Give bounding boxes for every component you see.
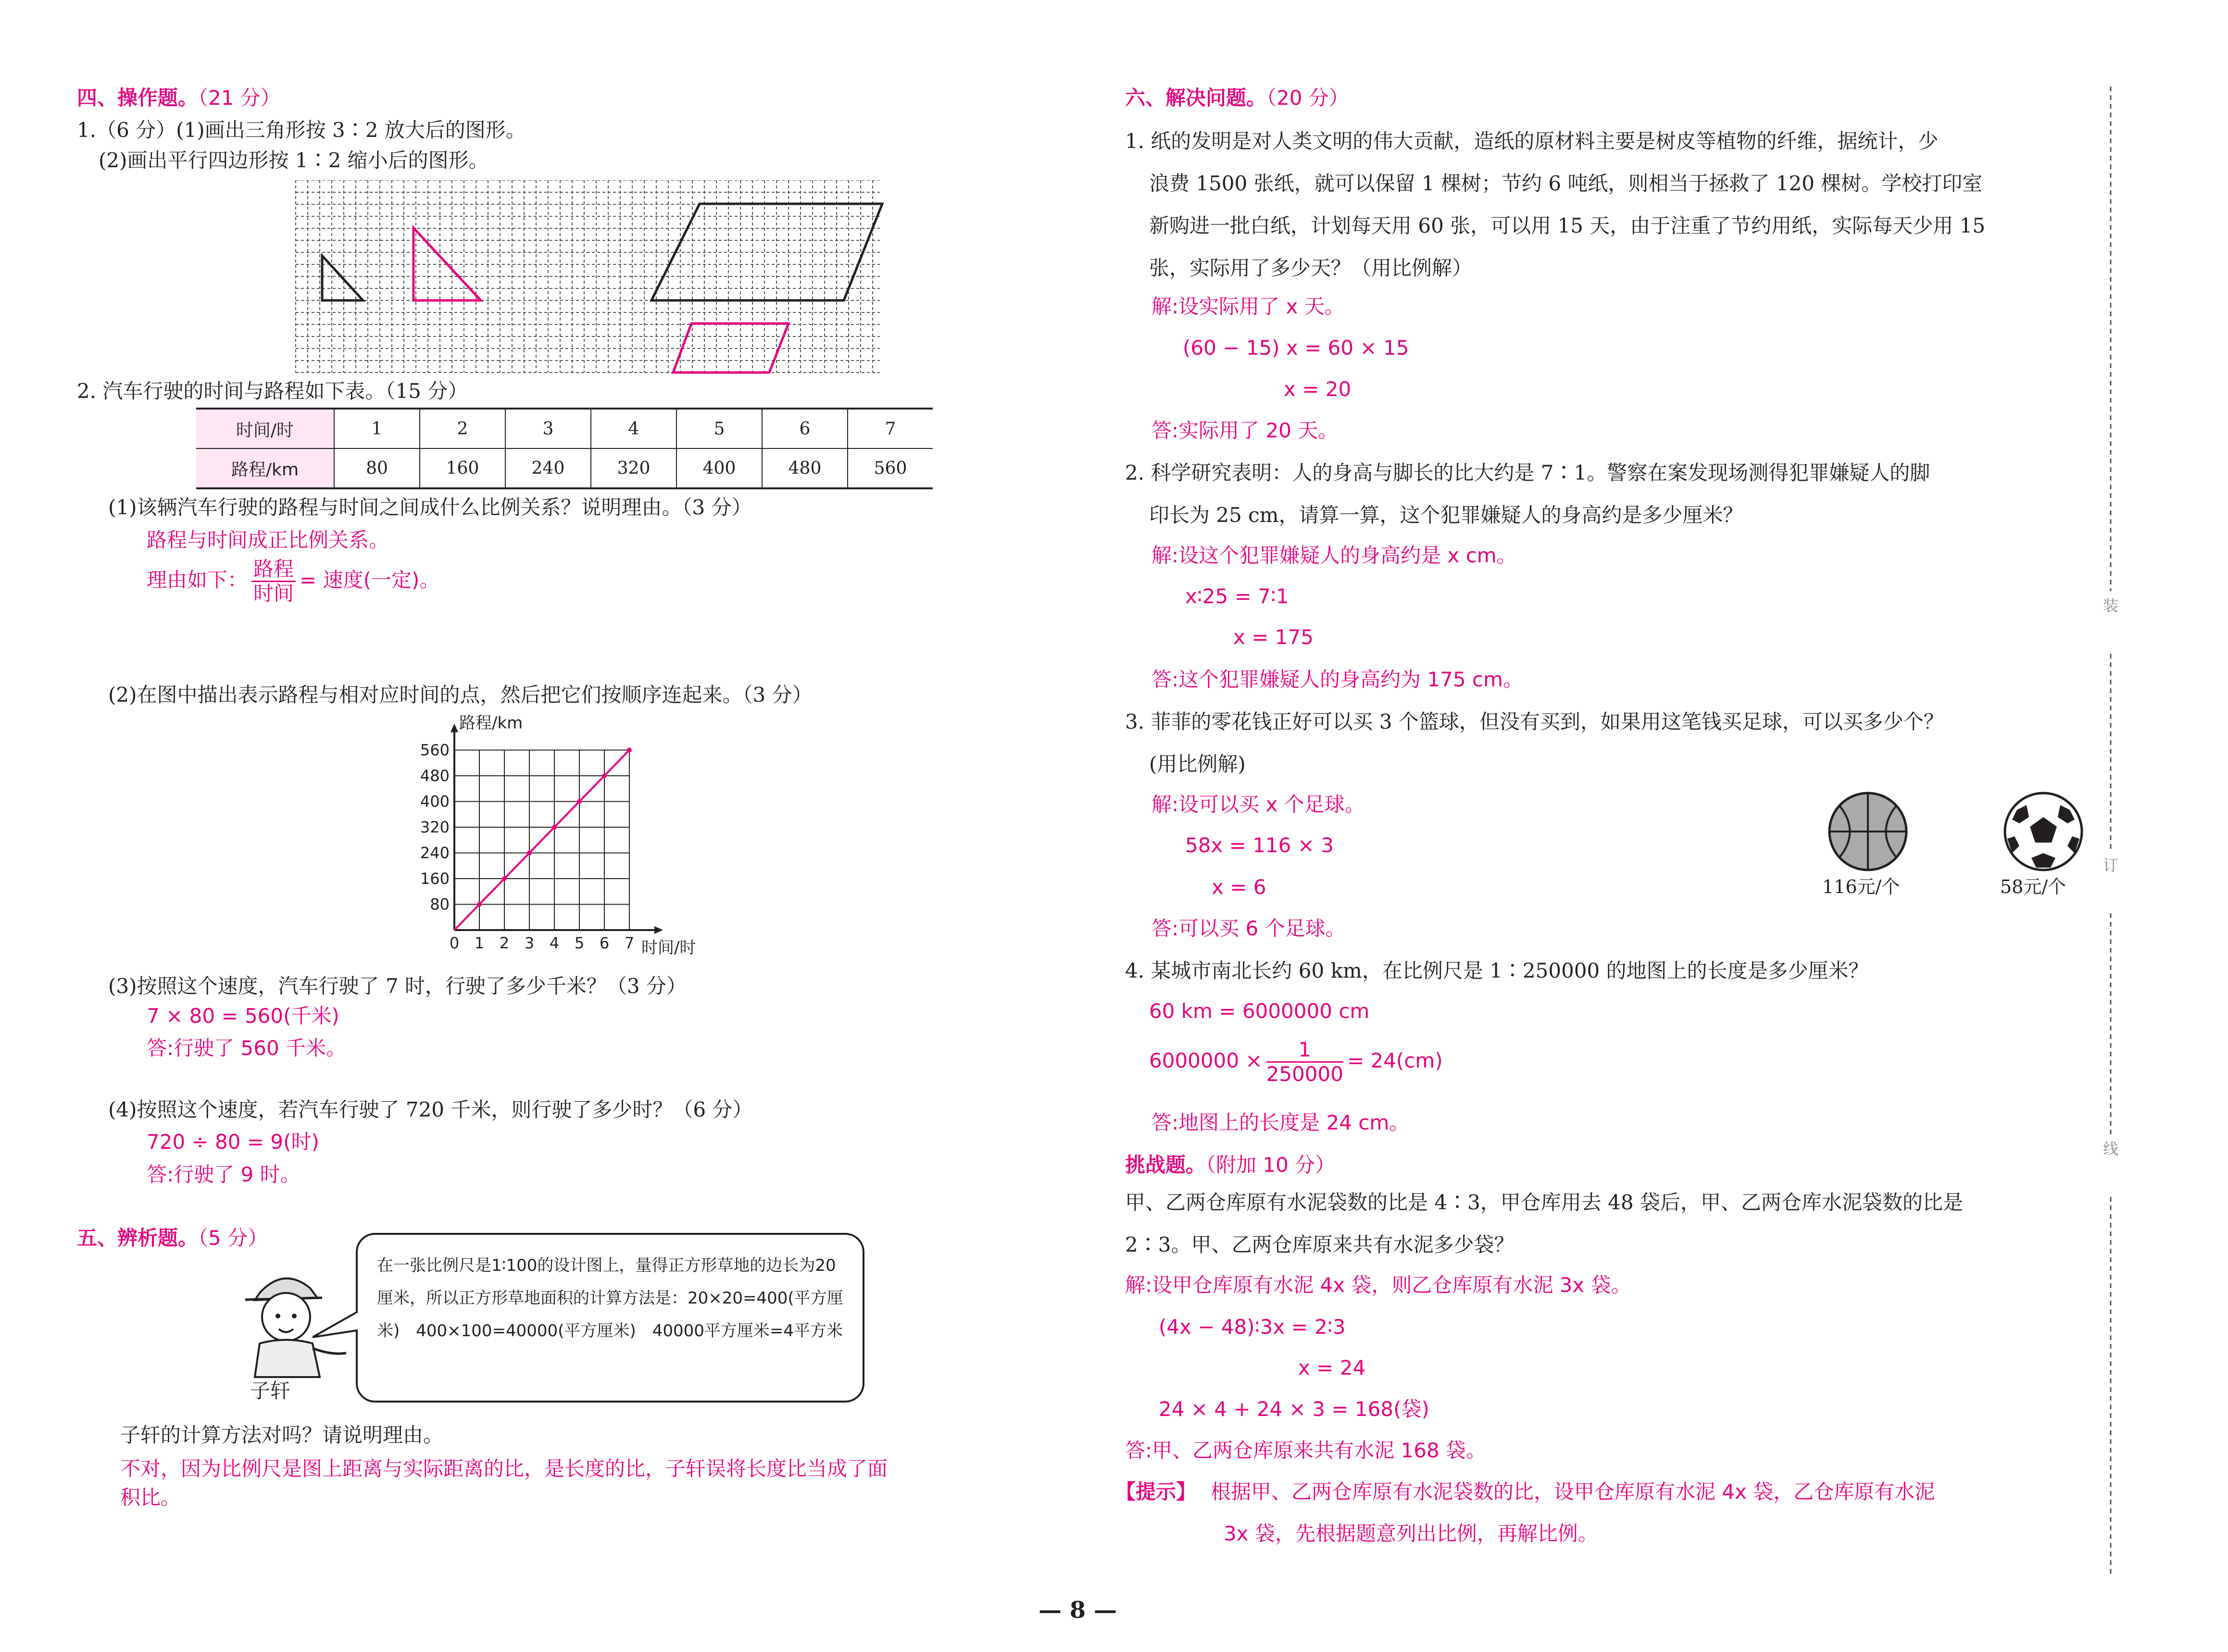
q2-answer4-line2: 答:行驶了 9 时。 — [147, 1163, 300, 1186]
football-price: 58元/个 — [2000, 876, 2066, 897]
chart-data-point — [527, 851, 532, 856]
challenge-answer-eq2: x = 24 — [1298, 1356, 1366, 1379]
chart-y-tick-label: 160 — [420, 869, 450, 888]
r-q3-answer-let: 解:设可以买 x 个足球。 — [1152, 793, 1365, 816]
character-name: 子轩 — [250, 1379, 291, 1403]
table-cell: 2 — [420, 409, 505, 448]
chart-data-point — [577, 799, 582, 804]
r-q2-line: 2. 科学研究表明：人的身高与脚长的比大约是 7∶1。警察在案发现场测得犯罪嫌疑人的脚 — [1125, 461, 1930, 484]
table-header-cell: 路程/km — [196, 448, 334, 488]
eq2-prefix: 6000000 × — [1149, 1049, 1263, 1072]
distance-time-chart — [404, 711, 740, 966]
chart-y-arrow — [451, 724, 458, 733]
table-cell: 240 — [505, 448, 591, 488]
table-cell: 3 — [505, 409, 591, 448]
chart-x-tick-label: 3 — [524, 934, 535, 952]
chart-x-tick-label: 7 — [624, 934, 635, 952]
r-q3-answer-eq1: 58x = 116 × 3 — [1185, 833, 1334, 857]
section-5-heading: 五、辨析题。（5 分） — [77, 1226, 268, 1250]
table-cell: 1 — [334, 409, 420, 448]
chart-x-tick-label: 5 — [574, 934, 585, 952]
chart-x-tick-label: 0 — [449, 934, 460, 952]
challenge-line: 2∶3。甲、乙两仓库原来共有水泥多少袋？ — [1125, 1233, 1515, 1256]
r-q1-answer-eq1: (60 − 15) x = 60 × 15 — [1183, 336, 1409, 360]
r-q3-answer-eq2: x = 6 — [1212, 875, 1266, 899]
chart-data-point — [627, 748, 632, 753]
table-cell: 80 — [334, 448, 420, 488]
chart-data-point — [502, 876, 507, 881]
fraction-numerator: 路程 — [251, 558, 296, 582]
r-q4-answer-eq2 — [1149, 1038, 1443, 1086]
hint-tag: 【提示】 — [1115, 1480, 1197, 1503]
chart-y-tick-label: 400 — [420, 792, 450, 811]
fraction-denominator: 时间 — [253, 582, 294, 605]
chart-y-tick-label: 80 — [430, 895, 450, 914]
scale-fraction — [1266, 1038, 1343, 1086]
chart-x-axis-label: 时间/时 — [641, 938, 696, 957]
q5-answer-line2: 积比。 — [120, 1486, 181, 1509]
chart-x-tick-label: 6 — [599, 934, 610, 952]
table-row — [196, 448, 933, 488]
table-cell: 400 — [676, 448, 762, 488]
r-q2-answer-eq1: x∶25 = 7∶1 — [1185, 584, 1289, 608]
section-4-heading: 四、操作题。（21 分） — [77, 86, 281, 110]
chart-data-point — [552, 825, 557, 830]
fraction-denominator: 250000 — [1266, 1062, 1343, 1086]
r-q4-line: 4. 某城市南北长约 60 km，在比例尺是 1∶250000 的地图上的长度是多少厘米？ — [1125, 959, 1869, 982]
chart-data-point — [602, 773, 607, 778]
r-q2-answer-let: 解:设这个犯罪嫌疑人的身高约是 x cm。 — [1152, 544, 1517, 567]
r-q1-line: 张，实际用了多少天？（用比例解） — [1149, 256, 1473, 280]
r-q1-answer-let: 解:设实际用了 x 天。 — [1152, 295, 1345, 318]
reason-prefix: 理由如下： — [147, 568, 248, 592]
q2-answer3-line2: 答:行驶了 560 千米。 — [147, 1036, 347, 1060]
q2-part2: (2)在图中描出表示路程与相对应时间的点，然后把它们按顺序连起来。（3 分） — [108, 683, 813, 707]
chart-y-tick-label: 320 — [420, 818, 450, 836]
r-q4-answer-eq1: 60 km = 6000000 cm — [1149, 999, 1370, 1023]
speed-fraction — [251, 558, 296, 605]
hint-line2: 3x 袋，先根据题意列出比例，再解比例。 — [1224, 1522, 1598, 1545]
table-cell: 5 — [676, 409, 762, 448]
challenge-line: 甲、乙两仓库原有水泥袋数的比是 4∶3，甲仓库用去 48 袋后，甲、乙两仓库水泥袋数的比是 — [1125, 1191, 1963, 1214]
table-row — [196, 409, 933, 448]
reason-suffix: = 速度(一定)。 — [300, 568, 440, 592]
chart-x-tick-label: 2 — [499, 934, 510, 952]
q5-answer-line1: 不对，因为比例尺是图上距离与实际距离的比，是长度的比，子轩误将长度比当成了面 — [120, 1457, 888, 1480]
drawing-grid — [288, 180, 894, 377]
margin-char: 装 — [2103, 596, 2119, 615]
q2-answer4-line1: 720 ÷ 80 = 9(时) — [147, 1130, 319, 1154]
time-distance-table — [196, 408, 933, 489]
r-q3-line: 3. 菲菲的零花钱正好可以买 3 个篮球，但没有买到，如果用这笔钱买足球，可以买多少个？ — [1125, 710, 1944, 733]
table-cell: 480 — [762, 448, 848, 488]
fraction-numerator: 1 — [1266, 1038, 1343, 1063]
table-cell: 6 — [762, 409, 848, 448]
q2-part1: (1)该辆汽车行驶的路程与时间之间成什么比例关系？说明理由。（3 分） — [108, 496, 752, 519]
q2-answer1-reason — [147, 558, 439, 605]
q1-line1: 1.（6 分）(1)画出三角形按 3∶2 放大后的图形。 — [77, 118, 526, 142]
basketball-icon — [1827, 791, 1909, 872]
r-q4-answer: 答:地图上的长度是 24 cm。 — [1152, 1111, 1410, 1134]
q2-answer3-line1: 7 × 80 = 560(千米) — [147, 1004, 339, 1028]
chart-y-tick-label: 480 — [420, 767, 450, 785]
r-q1-answer-eq2: x = 20 — [1284, 377, 1352, 401]
speech-bubble-tail — [313, 1307, 361, 1346]
chart-y-axis-label: 路程/km — [459, 713, 523, 733]
q5-question: 子轩的计算方法对吗？请说明理由。 — [120, 1423, 444, 1447]
r-q2-answer: 答:这个犯罪嫌疑人的身高约为 175 cm。 — [1152, 668, 1524, 691]
challenge-answer-let: 解:设甲仓库原有水泥 4x 袋，则乙仓库原有水泥 3x 袋。 — [1125, 1273, 1631, 1297]
table-header-cell: 时间/时 — [196, 409, 334, 448]
challenge-answer: 答:甲、乙两仓库原来共有水泥 168 袋。 — [1125, 1439, 1487, 1462]
speech-bubble-text: 在一张比例尺是1∶100的设计图上，量得正方形草地的边长为20厘米，所以正方形草地面积的计算方法是：20×20=400(平方厘米) 400×100=40000(平方厘米) 40000平方厘米=4平方米 — [377, 1256, 843, 1341]
chart-x-tick-label: 1 — [474, 934, 485, 952]
chart-y-tick-label: 240 — [420, 844, 450, 862]
speech-bubble — [356, 1233, 864, 1403]
r-q1-line: 新购进一批白纸，计划每天用 60 张，可以用 15 天，由于注重了节约用纸，实际每天少用 15 — [1149, 214, 1986, 237]
football-icon — [2003, 791, 2084, 872]
table-cell: 560 — [848, 448, 933, 488]
r-q3-answer: 答:可以买 6 个足球。 — [1152, 917, 1346, 940]
hint-line1 — [1115, 1479, 1935, 1505]
eq2-suffix: = 24(cm) — [1347, 1049, 1443, 1072]
table-cell: 7 — [848, 409, 933, 448]
q2-answer1-line1: 路程与时间成正比例关系。 — [147, 528, 389, 552]
q2-part3: (3)按照这个速度，汽车行驶了 7 时，行驶了多少千米？（3 分） — [108, 974, 687, 998]
r-q2-answer-eq2: x = 175 — [1233, 625, 1314, 649]
r-q2-line: 印长为 25 cm，请算一算，这个犯罪嫌疑人的身高约是多少厘米？ — [1149, 503, 1743, 527]
hint-text: 根据甲、乙两仓库原有水泥袋数的比，设甲仓库原有水泥 4x 袋，乙仓库原有水泥 — [1211, 1480, 1935, 1503]
r-q1-line: 浪费 1500 张纸，就可以保留 1 棵树；节约 6 吨纸，则相当于拯救了 120 棵树。学校打印室 — [1149, 172, 1983, 195]
chart-x-tick-label: 4 — [549, 934, 560, 952]
basketball-price: 116元/个 — [1822, 876, 1900, 897]
section-6-heading: 六、解决问题。（20 分） — [1125, 86, 1349, 110]
chart-x-arrow — [654, 926, 663, 934]
challenge-heading: 挑战题。（附加 10 分） — [1125, 1153, 1336, 1177]
table-cell: 4 — [591, 409, 676, 448]
r-q3-line: (用比例解) — [1149, 752, 1246, 776]
margin-char: 订 — [2103, 856, 2119, 874]
challenge-answer-eq1: (4x − 48)∶3x = 2∶3 — [1159, 1315, 1346, 1339]
challenge-answer-eq3: 24 × 4 + 24 × 3 = 168(袋) — [1159, 1397, 1429, 1421]
q1-line2: (2)画出平行四边形按 1∶2 缩小后的图形。 — [99, 149, 489, 172]
q2-part4: (4)按照这个速度，若汽车行驶了 720 千米，则行驶了多少时？（6 分） — [108, 1098, 753, 1121]
table-cell: 320 — [591, 448, 676, 488]
table-cell: 160 — [420, 448, 505, 488]
page-number: — 8 — — [1039, 1597, 1117, 1624]
margin-char: 线 — [2103, 1140, 2119, 1158]
chart-data-point — [477, 902, 482, 907]
q2-intro: 2. 汽车行驶的时间与路程如下表。（15 分） — [77, 379, 468, 403]
chart-y-tick-label: 560 — [420, 741, 450, 759]
r-q1-line: 1. 纸的发明是对人类文明的伟大贡献，造纸的原材料主要是树皮等植物的纤维，据统计，少 — [1125, 129, 1939, 153]
binding-margin-line — [2101, 87, 2120, 1577]
original-triangle — [322, 256, 363, 300]
r-q1-answer: 答:实际用了 20 天。 — [1152, 419, 1339, 442]
